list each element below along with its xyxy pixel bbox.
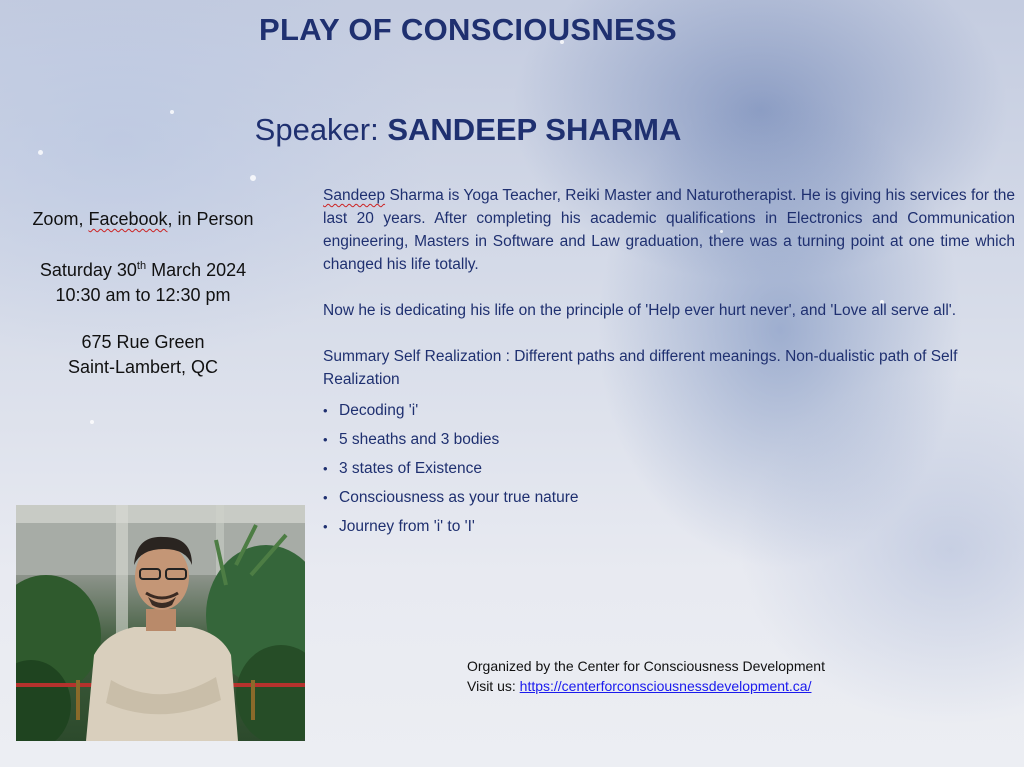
sparkle	[90, 420, 94, 424]
list-item: • Journey from 'i' to 'I'	[323, 512, 1015, 541]
event-info	[8, 207, 278, 380]
date-sup: th	[136, 260, 147, 272]
summary: Summary Self Realization : Different paths and different meanings. Non-dualistic path of Self Realization	[323, 348, 958, 388]
date-day: Saturday 30	[39, 260, 137, 280]
speaker-photo	[16, 505, 305, 741]
date-rest: March 2024	[146, 260, 247, 280]
list-item: • 3 states of Existence	[323, 454, 1015, 483]
visit-prefix: Visit us:	[467, 678, 520, 694]
event-time: 10:30 am to 12:30 pm	[55, 285, 231, 305]
format-prefix: Zoom,	[32, 209, 89, 229]
footer	[467, 656, 825, 696]
list-item: • Consciousness as your true nature	[323, 483, 1015, 512]
sparkle	[250, 175, 256, 181]
bio-paragraph-2: Now he is dedicating his life on the principle of 'Help ever hurt never', and 'Love all serve all'.	[323, 302, 957, 319]
speaker-bio	[323, 184, 1015, 541]
organizer-text: Organized by the Center for Consciousness Development	[467, 658, 825, 674]
list-item: • 5 sheaths and 3 bodies	[323, 425, 1015, 454]
speaker-name: SANDEEP SHARMA	[387, 112, 682, 147]
list-item: • Decoding 'i'	[323, 396, 1015, 425]
format-facebook: Facebook	[88, 209, 168, 229]
website-link[interactable]: https://centerforconsciousnessdevelopment.ca/	[519, 678, 812, 694]
bio-p1-text: Sharma is Yoga Teacher, Reiki Master and Naturotherapist. He is giving his services for the last 20 years. After completing his academic qualifications in Electronics and Communication engineering, Masters in Software and Law graduation, there was a turning point at one time which changed his life totally.	[323, 187, 1015, 273]
sparkle	[38, 150, 43, 155]
format-suffix: , in Person	[167, 209, 254, 229]
event-date	[8, 254, 278, 283]
speaker-photo-illustration	[16, 505, 305, 741]
page-title: PLAY OF CONSCIOUSNESS	[258, 12, 677, 47]
event-format	[8, 207, 278, 232]
speaker-heading	[0, 112, 936, 148]
topic-list	[323, 396, 1015, 541]
address-line-1: 675 Rue Green	[81, 332, 205, 352]
visit-line	[467, 676, 825, 696]
speaker-prefix: Speaker:	[254, 112, 379, 147]
bio-paragraph-1	[323, 184, 1015, 276]
address-line-2: Saint-Lambert, QC	[67, 357, 219, 377]
bio-name: Sandeep	[323, 187, 386, 204]
